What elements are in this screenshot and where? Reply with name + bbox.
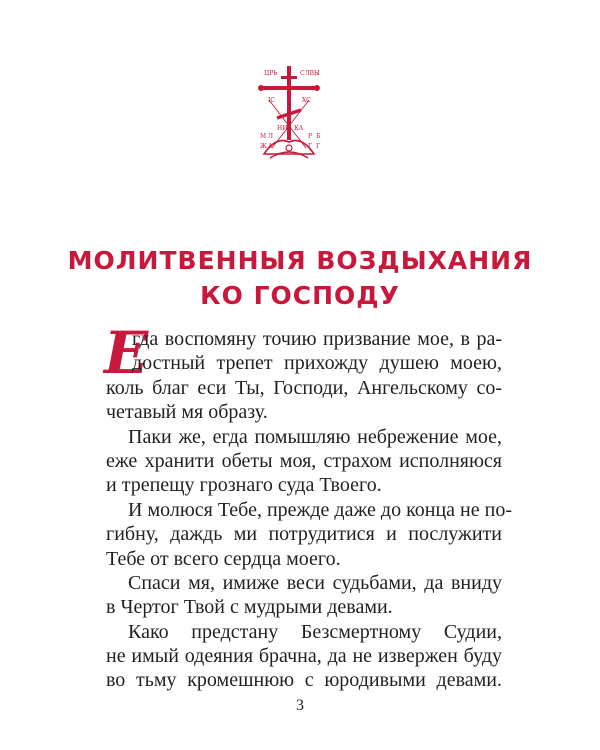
text-line: гибну, даждь ми потрудитися и послужити	[106, 523, 502, 546]
text-line: коль благ еси Ты, Господи, Ангельскому со-	[106, 376, 502, 399]
prayer-title-line-2: КО ГОСПОДУ	[200, 281, 400, 310]
emblem-letters-m: М	[260, 133, 267, 140]
text-line: еже хранити обеты моя, страхом исполняюся	[106, 449, 502, 472]
text-line: достный трепет прихожду душею моею,	[132, 352, 502, 375]
emblem-letters-g1: Г	[308, 143, 312, 150]
emblem-letters-g2: Г	[316, 143, 320, 150]
text-line: Тебе от всего сердца моего.	[106, 547, 341, 570]
orthodox-cross-icon	[246, 62, 332, 162]
text-line: четавый мя образу.	[106, 401, 268, 424]
paragraph-1	[106, 327, 502, 425]
paragraph-4	[106, 571, 502, 620]
text-line: гда воспомяну точию призвание мое, в ра-	[132, 328, 502, 350]
text-line: Паки же, егда помышляю небрежение мое,	[128, 425, 502, 448]
emblem-letters-b: Б	[316, 133, 321, 140]
emblem-letters-ic: IC	[268, 97, 275, 104]
text-line: и трепещу грознаго суда Твоего.	[106, 474, 382, 497]
paragraph-2	[106, 425, 502, 498]
emblem-letters-ka: КА	[294, 125, 304, 132]
paragraph-3	[106, 498, 512, 571]
prayer-text	[106, 327, 512, 693]
emblem-letters-a: А	[268, 143, 273, 150]
emblem-letters-xc: XC	[302, 97, 311, 104]
prayer-title-line-1: МОЛИТВЕННЫЯ ВОЗДЫХАНИЯ	[67, 246, 533, 275]
text-line: в Чертог Твой с мудрыми девами.	[106, 596, 393, 619]
paragraph-5	[106, 620, 502, 693]
text-line: во тьму кромешнюю с юродивыми девами.	[106, 669, 502, 692]
emblem-letters-ni: НИ	[277, 125, 288, 132]
emblem-letters-tsr: ЦРЬ	[264, 70, 278, 77]
drop-cap-initial: Е	[104, 319, 149, 387]
emblem-letters-zh: Ж	[260, 143, 267, 150]
emblem-letters-r: Р	[308, 133, 313, 140]
text-line: И молюся Тебе, прежде даже до конца не по-	[128, 498, 512, 521]
text-line: не имый одеяния брачна, да не извержен буду	[106, 645, 502, 668]
emblem-letters-slavy: СЛВЫ	[300, 70, 320, 77]
text-line: Спаси мя, имиже веси судьбами, да вниду	[128, 571, 502, 594]
text-line: Како предстану Безсмертному Судии,	[128, 620, 502, 643]
page-number: 3	[296, 697, 304, 714]
emblem-letters-l: Л	[268, 133, 274, 140]
